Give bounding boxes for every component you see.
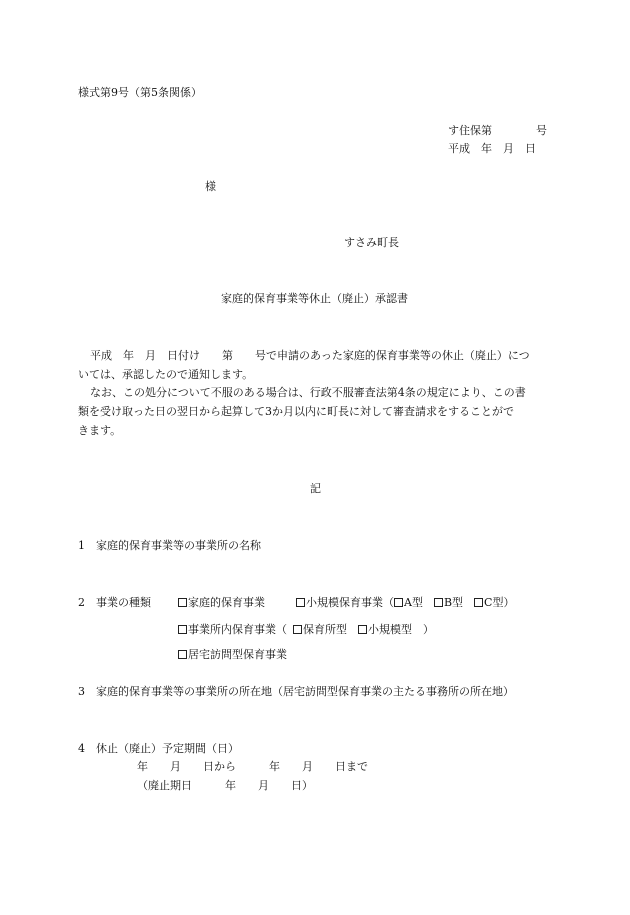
item-4-period-range: 年 月 日から 年 月 日まで <box>137 760 368 773</box>
option-label-type-c: C型） <box>484 596 515 609</box>
checkbox-icon[interactable] <box>178 625 187 634</box>
addressee-honorific: 様 <box>205 180 216 193</box>
checkbox-icon[interactable] <box>293 625 302 634</box>
item-1-facility-name: 1 家庭的保育事業等の事業所の名称 <box>78 539 261 552</box>
option-label: 小規模保育事業（ <box>306 596 394 609</box>
option-label-nursery-type: 保育所型 <box>303 623 347 636</box>
checkbox-option-small-scale-childcare[interactable] <box>296 597 514 608</box>
option-label-type-a: A型 <box>404 596 423 609</box>
form-number: 様式第9号（第5条関係） <box>78 86 202 99</box>
sender-name: すさみ町長 <box>344 236 399 249</box>
checkbox-icon[interactable] <box>178 650 187 659</box>
item-4-suspension-period: 4 休止（廃止）予定期間（日） <box>78 742 239 755</box>
checkbox-icon[interactable] <box>474 598 483 607</box>
option-label: 家庭的保育事業 <box>188 596 265 609</box>
item-4-abolition-date: （廃止期日 年 月 日） <box>137 779 313 792</box>
item-2-label: 2 事業の種類 <box>78 596 151 609</box>
option-label-small-type: 小規模型 ） <box>368 623 434 636</box>
checkbox-icon[interactable] <box>358 625 367 634</box>
checkbox-icon[interactable] <box>296 598 305 607</box>
body-paragraph-1-line-1: 平成 年 月 日付け 第 号で申請のあった家庭的保育事業等の休止（廃止）につ <box>90 349 530 362</box>
document-date: 平成 年 月 日 <box>448 142 536 155</box>
option-label-type-b: B型 <box>443 596 464 609</box>
checkbox-icon[interactable] <box>178 598 187 607</box>
checkbox-icon[interactable] <box>434 598 443 607</box>
document-title: 家庭的保育事業等休止（廃止）承認書 <box>221 292 408 305</box>
checkbox-icon[interactable] <box>394 598 403 607</box>
checkbox-option-home-based-childcare[interactable] <box>178 597 265 608</box>
item-3-facility-location: 3 家庭的保育事業等の事業所の所在地（居宅訪問型保育事業の主たる事務所の所在地） <box>78 685 514 698</box>
checkbox-option-home-visit-childcare[interactable] <box>178 649 287 660</box>
ki-heading: 記 <box>310 482 321 495</box>
body-paragraph-2-line-2: 類を受け取った日の翌日から起算して3か月以内に町長に対して審査請求をすることがで <box>78 405 514 418</box>
body-paragraph-1-line-2: いては、承認したので通知します。 <box>78 368 254 381</box>
option-label: 居宅訪問型保育事業 <box>188 648 287 661</box>
checkbox-option-in-house-childcare[interactable] <box>178 624 434 635</box>
document-number: す住保第 号 <box>448 124 547 137</box>
body-paragraph-2-line-1: なお、この処分について不服のある場合は、行政不服審査法第4条の規定により、この書 <box>90 386 526 399</box>
option-label: 事業所内保育事業（ <box>188 623 287 636</box>
body-paragraph-2-line-3: きます。 <box>78 424 122 437</box>
